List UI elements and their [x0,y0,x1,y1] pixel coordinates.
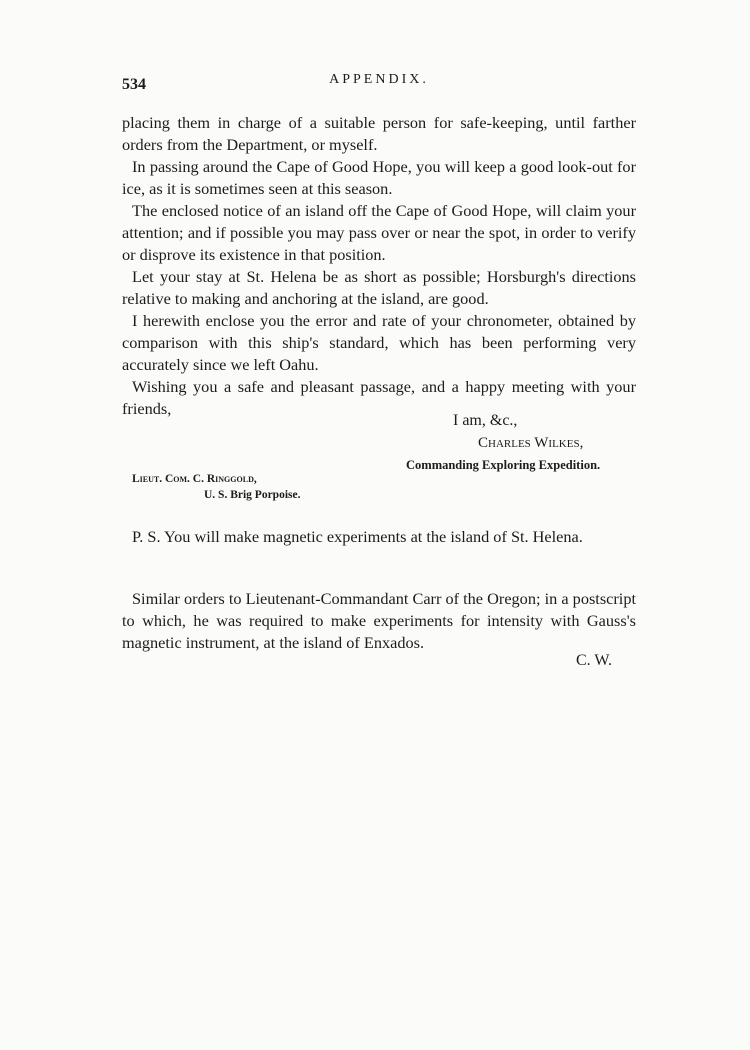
addressee-vessel: U. S. Brig Porpoise. [204,489,301,501]
addressee-name: Lieut. Com. C. Ringgold, [132,473,257,485]
signature-closing: I am, &c., [453,412,518,429]
initials: C. W. [576,652,613,669]
postscript: P. S. You will make magnetic experiments at the island of St. Helena. [132,527,583,546]
similar-orders-note: Similar orders to Lieutenant-Commandant Carr of the Oregon; in a postscript to which, he was required to make experiments for intensity with Gauss's magnetic instrument, at the island of Enxados. [122,589,636,652]
signature-title: Commanding Exploring Expedition. [406,458,601,472]
paragraph-cape-ice: In passing around the Cape of Good Hope, you will keep a good look-out for ice, as it is sometimes seen at this season. [122,157,636,198]
paragraph-island-notice: The enclosed notice of an island off the Cape of Good Hope, will claim your attention; and if possible you may pass over or near the spot, in order to verify or disprove its existence in that position. [122,201,636,264]
page-number: 534 [122,76,146,93]
signature-name: Charles Wilkes, [478,435,584,451]
paragraph-st-helena: Let your stay at St. Helena be as short as possible; Horsburgh's directions relative to making and anchoring at the island, are good. [122,267,636,308]
page-body [122,112,636,669]
running-head: APPENDIX. [329,72,429,87]
paragraph-continuation: placing them in charge of a suitable person for safe-keeping, until farther orders from the Department, or myself. [122,113,636,154]
page-header [122,70,636,94]
paragraph-farewell: Wishing you a safe and pleasant passage, and a happy meeting with your friends, [122,377,636,418]
paragraph-chronometer: I herewith enclose you the error and rate of your chronometer, obtained by comparison with this ship's standard, which has been performing very accurately since we left Oahu. [122,311,636,374]
